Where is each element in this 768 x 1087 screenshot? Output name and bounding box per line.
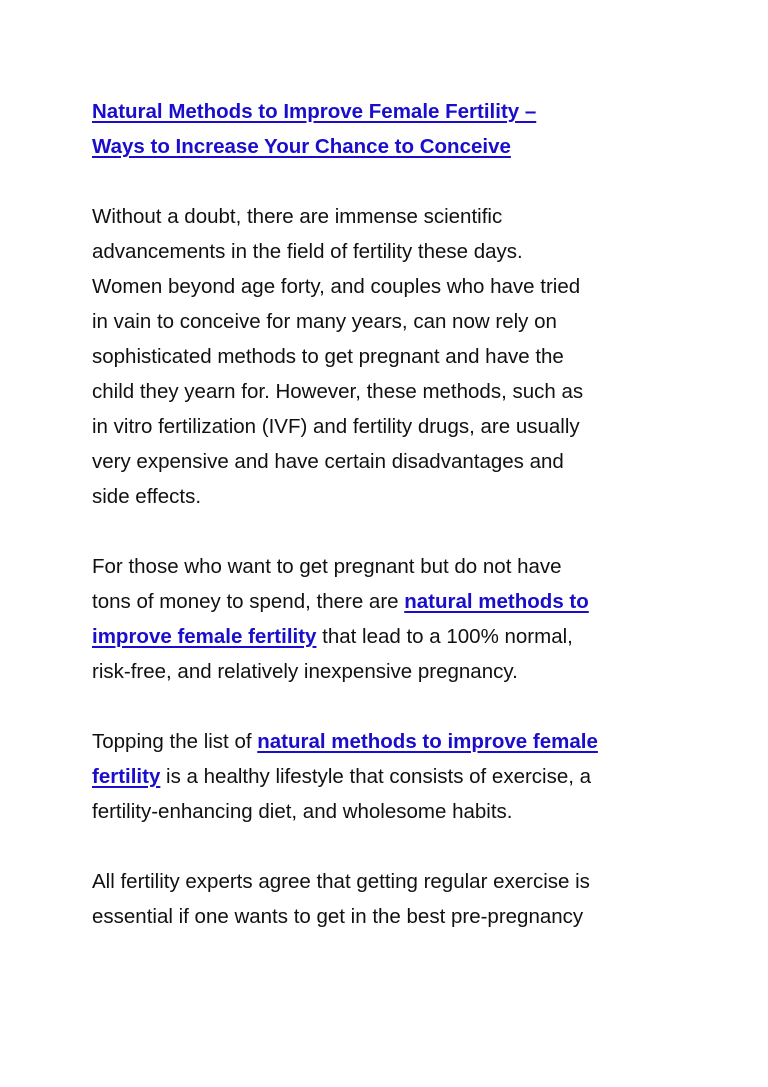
- text-line: very expensive and have certain disadvantages and: [92, 450, 564, 473]
- female-fertility-link-part-2[interactable]: fertility: [92, 765, 161, 788]
- female-fertility-link-part-1[interactable]: natural methods to improve female: [257, 730, 598, 753]
- text-line: fertility-enhancing diet, and wholesome habits.: [92, 800, 513, 823]
- text-line: child they yearn for. However, these methods, such as: [92, 380, 584, 403]
- text-line: [92, 759, 692, 794]
- text-line: essential if one wants to get in the best pre-pregnancy: [92, 905, 584, 928]
- text-fragment: that lead to a 100% normal,: [316, 625, 573, 648]
- text-line: side effects.: [92, 485, 202, 508]
- paragraph-lifestyle: [92, 724, 692, 829]
- natural-methods-link-part-2[interactable]: improve female fertility: [92, 625, 317, 648]
- paragraph-exercise: [92, 864, 692, 934]
- text-fragment: is a healthy lifestyle that consists of exercise, a: [160, 765, 592, 788]
- document-page: [92, 94, 692, 969]
- text-line: [92, 619, 692, 654]
- text-fragment: Topping the list of: [92, 730, 258, 753]
- text-line: in vitro fertilization (IVF) and fertility drugs, are usually: [92, 415, 580, 438]
- text-line: All fertility experts agree that getting regular exercise is: [92, 870, 590, 893]
- paragraph-budget: [92, 549, 692, 689]
- title-link-line-1[interactable]: Natural Methods to Improve Female Fertility –: [92, 100, 537, 123]
- text-line: [92, 724, 692, 759]
- text-line: advancements in the field of fertility these days.: [92, 240, 523, 263]
- paragraph-intro: [92, 199, 692, 514]
- text-line: [92, 584, 692, 619]
- text-line: Without a doubt, there are immense scientific: [92, 205, 503, 228]
- text-fragment: tons of money to spend, there are: [92, 590, 405, 613]
- title-link-line-2[interactable]: Ways to Increase Your Chance to Conceive: [92, 135, 511, 158]
- document-title[interactable]: [92, 94, 692, 164]
- text-line: risk-free, and relatively inexpensive pregnancy.: [92, 660, 518, 683]
- text-line: For those who want to get pregnant but do not have: [92, 555, 562, 578]
- natural-methods-link-part-1[interactable]: natural methods to: [404, 590, 589, 613]
- text-line: sophisticated methods to get pregnant and have the: [92, 345, 564, 368]
- text-line: Women beyond age forty, and couples who have tried: [92, 275, 581, 298]
- text-line: in vain to conceive for many years, can now rely on: [92, 310, 557, 333]
